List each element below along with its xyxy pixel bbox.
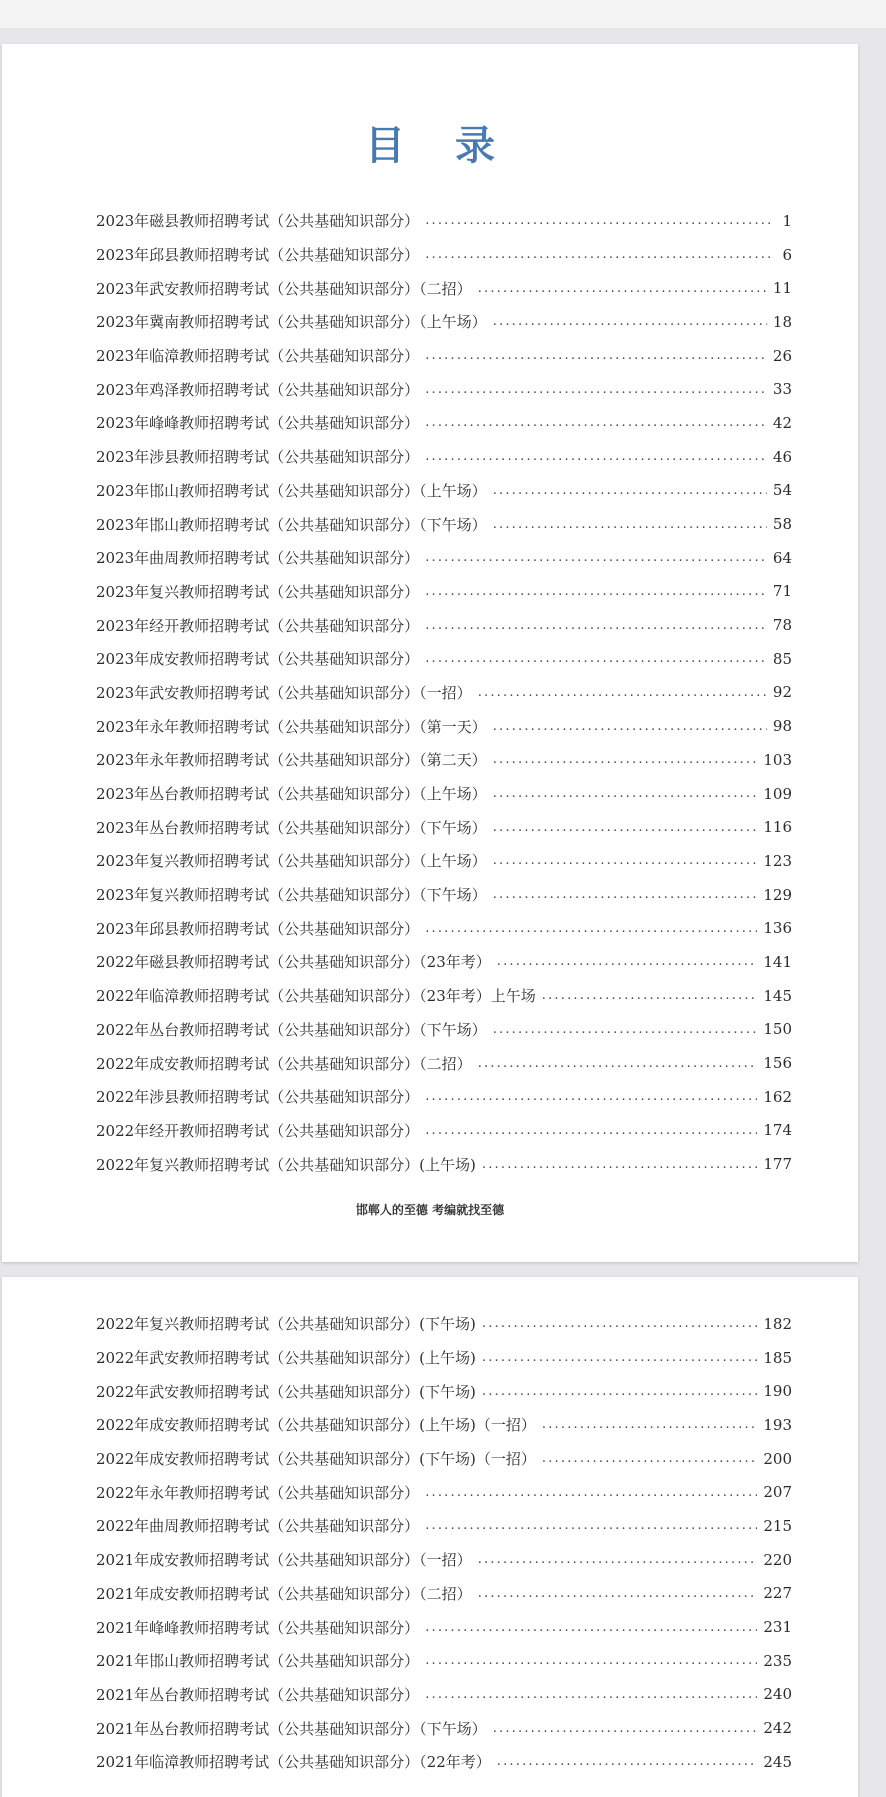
dot-leader <box>478 1586 758 1601</box>
toc-entry-title: 2022年成安教师招聘考试（公共基础知识部分）(下午场)（一招） <box>96 1450 536 1469</box>
toc-entry-title: 2022年丛台教师招聘考试（公共基础知识部分）（下午场） <box>96 1020 487 1039</box>
dot-leader <box>425 415 767 430</box>
dot-leader <box>478 685 767 700</box>
toc-entry-page-number: 185 <box>763 1348 792 1367</box>
toc-entry[interactable] <box>96 1442 792 1476</box>
dot-leader <box>493 887 758 902</box>
toc-entry[interactable] <box>96 1475 792 1509</box>
toc-entry[interactable] <box>96 541 792 575</box>
dot-leader <box>478 281 767 296</box>
toc-entry[interactable] <box>96 238 792 272</box>
dot-leader <box>425 550 767 565</box>
dot-leader <box>493 1721 758 1736</box>
toc-entry[interactable] <box>96 1711 792 1745</box>
toc-entry-title: 2021年丛台教师招聘考试（公共基础知识部分） <box>96 1685 420 1704</box>
dot-leader <box>425 449 767 464</box>
toc-entry-page-number: 26 <box>772 346 792 365</box>
toc-entry-page-number: 174 <box>763 1121 792 1140</box>
toc-entry-page-number: 71 <box>772 582 792 601</box>
toc-entry[interactable] <box>96 1509 792 1543</box>
toc-entry-page-number: 141 <box>763 952 792 971</box>
toc-entry-page-number: 145 <box>763 986 792 1005</box>
toc-title: 目 录 <box>365 122 513 169</box>
dot-leader <box>425 618 767 633</box>
dot-leader <box>425 1485 757 1500</box>
toc-entry[interactable] <box>96 507 792 541</box>
toc-entry-title: 2022年复兴教师招聘考试（公共基础知识部分）(下午场) <box>96 1315 476 1334</box>
toc-entry-title: 2022年曲周教师招聘考试（公共基础知识部分） <box>96 1517 420 1536</box>
toc-entry[interactable] <box>96 709 792 743</box>
dot-leader <box>497 954 758 969</box>
toc-entry[interactable] <box>96 406 792 440</box>
dot-leader <box>493 483 767 498</box>
dot-leader <box>542 1417 757 1432</box>
toc-entry-page-number: 123 <box>763 851 792 870</box>
toc-entry-title: 2023年永年教师招聘考试（公共基础知识部分）（第一天） <box>96 717 487 736</box>
toc-entry[interactable] <box>96 1543 792 1577</box>
toc-entry-title: 2021年丛台教师招聘考试（公共基础知识部分）（下午场） <box>96 1719 487 1738</box>
toc-entry-page-number: 182 <box>763 1314 792 1333</box>
toc-entry-title: 2023年邱县教师招聘考试（公共基础知识部分） <box>96 246 420 265</box>
toc-entry-page-number: 109 <box>763 784 792 803</box>
viewer-top-bar <box>0 0 886 28</box>
toc-entry-title: 2023年冀南教师招聘考试（公共基础知识部分）（上午场） <box>96 313 487 332</box>
toc-entry-page-number: 6 <box>782 245 792 264</box>
toc-entry-title: 2023年经开教师招聘考试（公共基础知识部分） <box>96 616 420 635</box>
dot-leader <box>425 1620 757 1635</box>
toc-entry-title: 2023年峰峰教师招聘考试（公共基础知识部分） <box>96 414 420 433</box>
toc-entry-page-number: 200 <box>763 1449 792 1468</box>
toc-entry-title: 2021年邯山教师招聘考试（公共基础知识部分） <box>96 1652 420 1671</box>
toc-entry[interactable] <box>96 1114 792 1148</box>
toc-entry-title: 2023年曲周教师招聘考试（公共基础知识部分） <box>96 549 420 568</box>
toc-entry[interactable] <box>96 1610 792 1644</box>
toc-entry-page-number: 193 <box>763 1415 792 1434</box>
toc-entry-title: 2023年丛台教师招聘考试（公共基础知识部分）（下午场） <box>96 818 487 837</box>
toc-entry-title: 2023年涉县教师招聘考试（公共基础知识部分） <box>96 448 420 467</box>
toc-entry-title: 2022年磁县教师招聘考试（公共基础知识部分）（23年考） <box>96 953 491 972</box>
toc-entry-page-number: 235 <box>763 1651 792 1670</box>
toc-entry-title: 2022年成安教师招聘考试（公共基础知识部分）（二招） <box>96 1054 472 1073</box>
toc-entry[interactable] <box>96 1080 792 1114</box>
toc-entry[interactable] <box>96 440 792 474</box>
toc-entry-title: 2022年武安教师招聘考试（公共基础知识部分）(下午场) <box>96 1382 476 1401</box>
toc-entry-page-number: 190 <box>763 1382 792 1401</box>
toc-entry-title: 2023年永年教师招聘考试（公共基础知识部分）（第二天） <box>96 751 487 770</box>
toc-entry[interactable] <box>96 372 792 406</box>
toc-entry[interactable] <box>96 1644 792 1678</box>
toc-entry-page-number: 85 <box>772 649 792 668</box>
document-page-1 <box>2 44 858 1262</box>
toc-entry[interactable] <box>96 1678 792 1712</box>
toc-entry-title: 2023年丛台教师招聘考试（公共基础知识部分）（上午场） <box>96 785 487 804</box>
toc-entry-page-number: 231 <box>763 1618 792 1637</box>
dot-leader <box>425 584 767 599</box>
dot-leader <box>493 752 758 767</box>
toc-entry-page-number: 11 <box>772 279 792 298</box>
toc-entry-title: 2022年武安教师招聘考试（公共基础知识部分）(上午场) <box>96 1349 476 1368</box>
toc-entry-title: 2022年临漳教师招聘考试（公共基础知识部分）（23年考）上午场 <box>96 987 536 1006</box>
toc-list-page-2 <box>96 1307 792 1779</box>
toc-entry[interactable] <box>96 204 792 238</box>
dot-leader <box>542 988 758 1003</box>
dot-leader <box>493 517 767 532</box>
toc-entry-title: 2023年磁县教师招聘考试（公共基础知识部分） <box>96 212 420 231</box>
toc-entry-page-number: 18 <box>772 312 792 331</box>
toc-entry-title: 2021年峰峰教师招聘考试（公共基础知识部分） <box>96 1618 420 1637</box>
toc-entry-page-number: 227 <box>763 1584 792 1603</box>
toc-entry-page-number: 103 <box>763 750 792 769</box>
dot-leader <box>493 1022 758 1037</box>
toc-entry-title: 2023年成安教师招聘考试（公共基础知识部分） <box>96 650 420 669</box>
toc-entry[interactable] <box>96 810 792 844</box>
toc-entry-title: 2023年武安教师招聘考试（公共基础知识部分）（一招） <box>96 683 472 702</box>
toc-entry[interactable] <box>96 945 792 979</box>
toc-entry-page-number: 116 <box>763 818 792 837</box>
toc-entry[interactable] <box>96 777 792 811</box>
dot-leader <box>425 348 767 363</box>
toc-entry-title: 2021年临漳教师招聘考试（公共基础知识部分）（22年考） <box>96 1753 491 1772</box>
dot-leader <box>482 1350 757 1365</box>
dot-leader <box>425 213 772 228</box>
dot-leader <box>493 853 758 868</box>
toc-entry-page-number: 177 <box>763 1155 792 1174</box>
toc-entry-page-number: 1 <box>782 211 792 230</box>
dot-leader <box>425 382 767 397</box>
dot-leader <box>478 1552 758 1567</box>
toc-entry[interactable] <box>96 1013 792 1047</box>
dot-leader <box>425 1518 757 1533</box>
toc-entry-title: 2022年经开教师招聘考试（公共基础知识部分） <box>96 1121 420 1140</box>
toc-entry[interactable] <box>96 1046 792 1080</box>
toc-entry-title: 2022年成安教师招聘考试（公共基础知识部分）(上午场)（一招） <box>96 1416 536 1435</box>
toc-entry[interactable] <box>96 911 792 945</box>
toc-entry-page-number: 245 <box>763 1752 792 1771</box>
toc-entry-title: 2023年鸡泽教师招聘考试（公共基础知识部分） <box>96 380 420 399</box>
toc-entry-page-number: 240 <box>763 1685 792 1704</box>
dot-leader <box>425 1123 757 1138</box>
toc-entry-title: 2021年成安教师招聘考试（公共基础知识部分）（二招） <box>96 1584 472 1603</box>
toc-entry-page-number: 150 <box>763 1020 792 1039</box>
toc-entry-page-number: 207 <box>763 1483 792 1502</box>
dot-leader <box>497 1754 758 1769</box>
toc-entry-title: 2023年临漳教师招聘考试（公共基础知识部分） <box>96 347 420 366</box>
toc-entry[interactable] <box>96 878 792 912</box>
toc-entry-title: 2023年复兴教师招聘考试（公共基础知识部分）（上午场） <box>96 852 487 871</box>
toc-entry-title: 2023年复兴教师招聘考试（公共基础知识部分）（下午场） <box>96 886 487 905</box>
dot-leader <box>425 1653 757 1668</box>
toc-entry-title: 2022年复兴教师招聘考试（公共基础知识部分）(上午场) <box>96 1155 476 1174</box>
toc-entry-page-number: 156 <box>763 1054 792 1073</box>
dot-leader <box>493 786 758 801</box>
dot-leader <box>542 1451 757 1466</box>
toc-entry-page-number: 78 <box>772 616 792 635</box>
toc-entry-page-number: 162 <box>763 1087 792 1106</box>
toc-entry[interactable] <box>96 608 792 642</box>
toc-entry-page-number: 42 <box>772 413 792 432</box>
toc-entry[interactable] <box>96 844 792 878</box>
toc-entry[interactable] <box>96 1374 792 1408</box>
toc-entry-title: 2022年永年教师招聘考试（公共基础知识部分） <box>96 1483 420 1502</box>
toc-entry-page-number: 54 <box>772 481 792 500</box>
dot-leader <box>482 1316 757 1331</box>
page-footer: 邯郸人的至德 考编就找至德 <box>355 1203 505 1217</box>
toc-entry-title: 2023年武安教师招聘考试（公共基础知识部分）（二招） <box>96 279 472 298</box>
dot-leader <box>482 1384 757 1399</box>
dot-leader <box>425 1687 757 1702</box>
toc-entry-page-number: 242 <box>763 1719 792 1738</box>
toc-entry[interactable] <box>96 1307 792 1341</box>
toc-entry-page-number: 215 <box>763 1516 792 1535</box>
toc-entry-page-number: 33 <box>772 380 792 399</box>
dot-leader <box>493 314 767 329</box>
toc-entry[interactable] <box>96 1147 792 1181</box>
toc-entry[interactable] <box>96 305 792 339</box>
toc-entry-page-number: 220 <box>763 1550 792 1569</box>
toc-entry-page-number: 92 <box>772 683 792 702</box>
toc-entry[interactable] <box>96 575 792 609</box>
toc-entry-title: 2021年成安教师招聘考试（公共基础知识部分）（一招） <box>96 1551 472 1570</box>
document-page-2 <box>2 1277 858 1797</box>
toc-entry-title: 2023年邯山教师招聘考试（公共基础知识部分）（下午场） <box>96 515 487 534</box>
toc-entry-page-number: 46 <box>772 447 792 466</box>
toc-entry[interactable] <box>96 339 792 373</box>
toc-entry-title: 2023年邱县教师招聘考试（公共基础知识部分） <box>96 919 420 938</box>
toc-entry[interactable] <box>96 271 792 305</box>
toc-entry[interactable] <box>96 979 792 1013</box>
toc-entry[interactable] <box>96 743 792 777</box>
dot-leader <box>425 247 772 262</box>
toc-entry[interactable] <box>96 1341 792 1375</box>
toc-entry-title: 2022年涉县教师招聘考试（公共基础知识部分） <box>96 1088 420 1107</box>
dot-leader <box>482 1157 757 1172</box>
dot-leader <box>478 1056 758 1071</box>
dot-leader <box>493 820 758 835</box>
toc-entry-page-number: 136 <box>763 919 792 938</box>
toc-entry[interactable] <box>96 676 792 710</box>
toc-entry[interactable] <box>96 474 792 508</box>
toc-entry[interactable] <box>96 1577 792 1611</box>
toc-entry-title: 2023年邯山教师招聘考试（公共基础知识部分）（上午场） <box>96 481 487 500</box>
toc-entry[interactable] <box>96 642 792 676</box>
dot-leader <box>493 719 767 734</box>
dot-leader <box>425 921 757 936</box>
toc-entry-page-number: 129 <box>763 885 792 904</box>
toc-entry-title: 2023年复兴教师招聘考试（公共基础知识部分） <box>96 582 420 601</box>
toc-entry-page-number: 98 <box>772 717 792 736</box>
toc-entry[interactable] <box>96 1745 792 1779</box>
dot-leader <box>425 1089 757 1104</box>
toc-list-page-1 <box>96 204 792 1181</box>
dot-leader <box>425 651 767 666</box>
toc-entry[interactable] <box>96 1408 792 1442</box>
toc-entry-page-number: 64 <box>772 548 792 567</box>
toc-entry-page-number: 58 <box>772 515 792 534</box>
